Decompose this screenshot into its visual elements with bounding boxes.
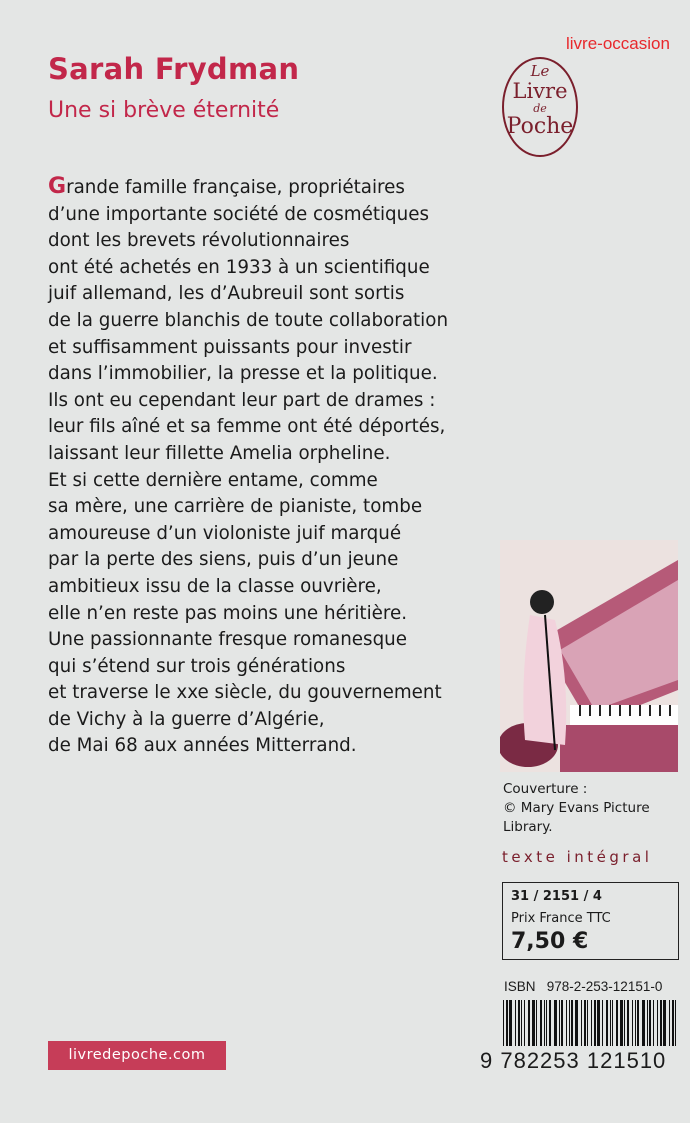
publisher-logo	[502, 57, 578, 157]
blurb-line: d’une importante société de cosmétiques	[48, 203, 430, 225]
barcode-bar	[642, 1000, 645, 1046]
blurb-line: Une passionnante fresque romanesque	[48, 629, 408, 651]
blurb	[48, 174, 498, 760]
barcode-bar	[675, 1000, 676, 1046]
barcode-bar	[594, 1000, 596, 1046]
barcode-bar	[575, 1000, 578, 1046]
price-amount: 7,50 €	[511, 929, 589, 954]
blurb-line: qui s’étend sur trois générations	[48, 655, 346, 677]
blurb-line: et traverse le xxe siècle, du gouvernement	[48, 682, 442, 704]
price-label: Prix France TTC	[511, 911, 611, 926]
barcode-bar	[635, 1000, 636, 1046]
isbn: ISBN 978-2-253-12151-0	[504, 979, 663, 994]
barcode-bar	[524, 1000, 525, 1046]
blurb-line: ambitieux issu de la classe ouvrière,	[48, 575, 382, 597]
blurb-line: de Mai 68 aux années Mitterrand.	[48, 735, 357, 757]
credit-line: © Mary Evans Picture	[503, 800, 650, 816]
barcode-bar	[587, 1000, 588, 1046]
credit-line: Library.	[503, 819, 553, 835]
barcode-bar	[649, 1000, 651, 1046]
barcode-bar	[627, 1000, 629, 1046]
blurb-line: par la perte des siens, puis d’un jeune	[48, 549, 399, 571]
blurb-line: elle n’en reste pas moins une héritière.	[48, 602, 408, 624]
blurb-line: amoureuse d’un violoniste juif marqué	[48, 522, 402, 544]
blurb-line: dont les brevets révolutionnaires	[48, 230, 350, 252]
logo-de: de	[533, 102, 547, 115]
barcode-bar	[536, 1000, 537, 1046]
barcode-bar	[559, 1000, 560, 1046]
blurb-line: et suffisamment puissants pour investir	[48, 336, 412, 358]
barcode-bar	[647, 1000, 648, 1046]
barcode-bar	[597, 1000, 600, 1046]
barcode-bar	[581, 1000, 582, 1046]
barcode-bar	[569, 1000, 570, 1046]
barcode-bar	[503, 1000, 504, 1046]
cover-illustration	[500, 540, 678, 772]
cover-credit	[503, 780, 650, 837]
barcode-number: 9 782253 121510	[480, 1048, 667, 1073]
barcode-bar	[616, 1000, 618, 1046]
barcode-bar	[566, 1000, 567, 1046]
barcode-bar	[540, 1000, 542, 1046]
logo-poche: Poche	[506, 114, 574, 139]
barcode-bar	[506, 1000, 508, 1046]
price-box	[502, 882, 679, 960]
barcode-bar	[571, 1000, 573, 1046]
watermark: livre-occasion	[566, 34, 670, 53]
barcode-bar	[606, 1000, 608, 1046]
author-name: Sarah Frydman	[48, 52, 300, 86]
blurb-line: dans l’immobilier, la presse et la politique.	[48, 363, 438, 385]
blurb-line: leur fils aîné et sa femme ont été déportés,	[48, 416, 446, 438]
barcode-bar	[602, 1000, 603, 1046]
barcode-bar	[591, 1000, 592, 1046]
barcode-bar	[546, 1000, 547, 1046]
barcode-bar	[660, 1000, 662, 1046]
barcode-bar	[663, 1000, 666, 1046]
texte-integral-label: texte intégral	[502, 848, 653, 866]
barcode-bar	[521, 1000, 522, 1046]
barcode-bar	[518, 1000, 520, 1046]
barcode-bar	[544, 1000, 545, 1046]
barcode-bar	[632, 1000, 633, 1046]
barcode-bar	[532, 1000, 535, 1046]
barcode-bar	[509, 1000, 512, 1046]
barcode-bar	[554, 1000, 557, 1046]
book-title: Une si brève éternité	[48, 98, 280, 123]
blurb-line: de la guerre blanchis de toute collaboration	[48, 309, 449, 331]
blurb-line: ont été achetés en 1933 à un scientifique	[48, 256, 430, 278]
barcode-bar	[612, 1000, 613, 1046]
logo-le: Le	[530, 62, 550, 80]
barcode	[503, 1000, 678, 1046]
barcode-bar	[669, 1000, 670, 1046]
catalog-code: 31 / 2151 / 4	[511, 889, 602, 904]
website-link[interactable]: livredepoche.com	[48, 1041, 226, 1070]
logo-livre: Livre	[512, 79, 568, 103]
barcode-bar	[528, 1000, 530, 1046]
blurb-line: Ils ont eu cependant leur part de drames :	[48, 389, 436, 411]
blurb-line	[48, 174, 498, 202]
barcode-bar	[653, 1000, 654, 1046]
blurb-line: juif allemand, les d’Aubreuil sont sortis	[48, 283, 405, 305]
drop-cap: G	[48, 174, 67, 199]
barcode-bar	[624, 1000, 625, 1046]
barcode-bar	[657, 1000, 658, 1046]
blurb-line: Et si cette dernière entame, comme	[48, 469, 378, 491]
barcode-bar	[672, 1000, 674, 1046]
barcode-bar	[637, 1000, 639, 1046]
barcode-bar	[515, 1000, 516, 1046]
barcode-bar	[620, 1000, 623, 1046]
blurb-line: de Vichy à la guerre d’Algérie,	[48, 708, 325, 730]
barcode-bar	[561, 1000, 563, 1046]
blurb-line-text: rande famille française, propriétaires	[66, 177, 405, 198]
blurb-line: laissant leur fillette Amelia orpheline.	[48, 442, 391, 464]
barcode-bar	[549, 1000, 551, 1046]
blurb-line: sa mère, une carrière de pianiste, tombe	[48, 496, 423, 518]
barcode-bar	[610, 1000, 611, 1046]
barcode-bar	[584, 1000, 586, 1046]
credit-line: Couverture :	[503, 781, 588, 797]
